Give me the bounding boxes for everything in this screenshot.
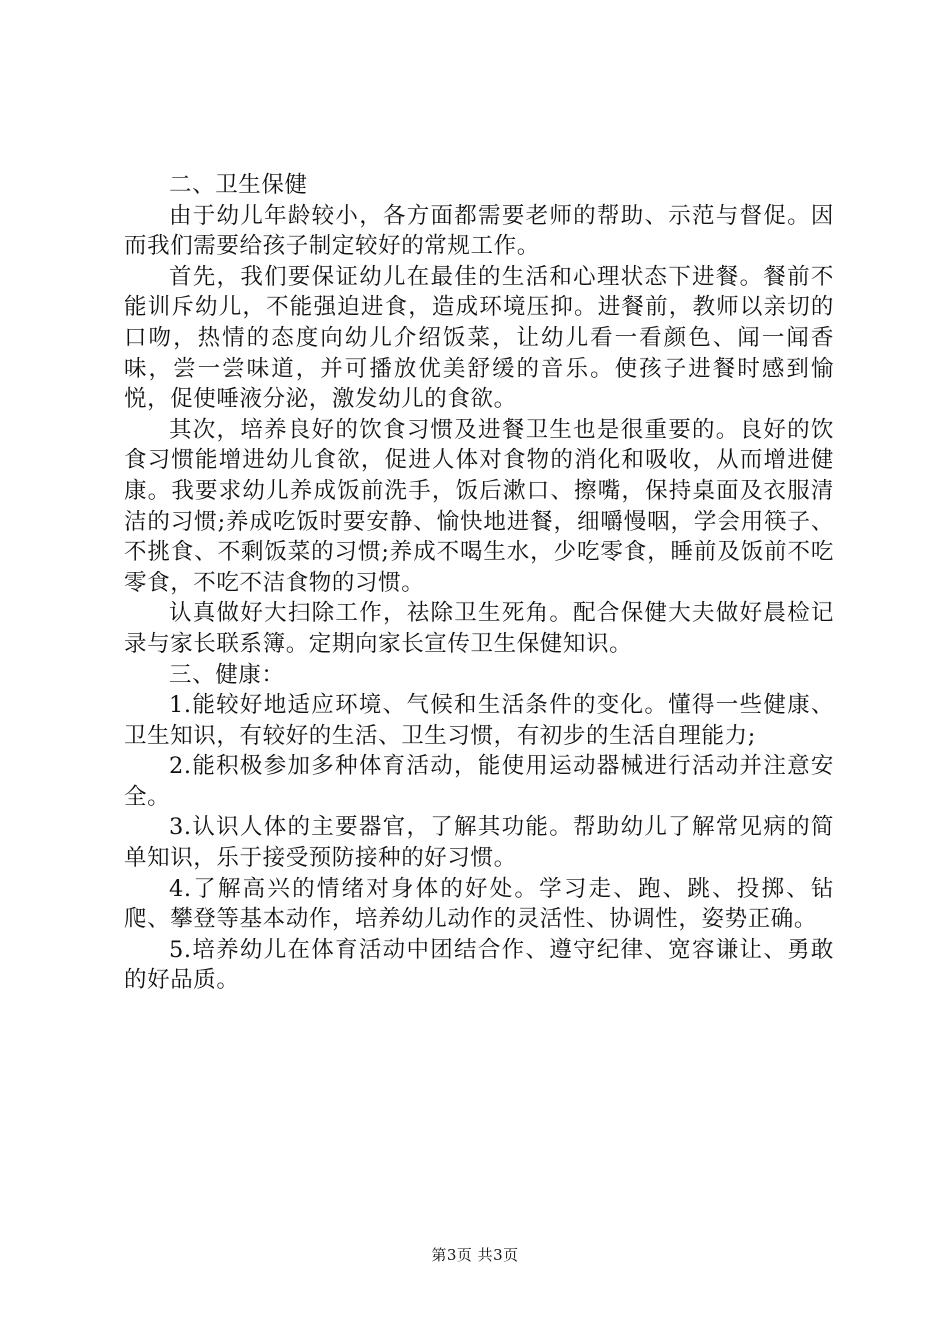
section-heading-health: 三、健康： [169,661,285,688]
list-item: 5.培养幼儿在体育活动中团结合作、遵守纪律、宽容谦让、勇敢的好品质。 [124,936,834,994]
section-heading-hygiene: 二、卫生保健 [169,172,308,198]
document-body [124,170,834,996]
paragraph: 由于幼儿年龄较小，各方面都需要老师的帮助、示范与督促。因而我们需要给孩子制定较好的常规工作。 [124,202,834,260]
list-item: 3.认识人体的主要器官，了解其功能。帮助幼儿了解常见病的简单知识，乐于接受预防接种的好习惯。 [124,814,834,872]
page-footer: 第3页 共3页 [431,1246,519,1264]
paragraph: 认真做好大扫除工作，祛除卫生死角。配合保健大夫做好晨检记录与家长联系簿。定期向家长宣传卫生保健知识。 [124,600,834,657]
list-item: 2.能积极参加多种体育活动，能使用运动器械进行活动并注意安全。 [124,753,834,810]
list-item: 4.了解高兴的情绪对身体的好处。学习走、跑、跳、投掷、钻爬、攀登等基本动作，培养幼儿动作的灵活性、协调性，姿势正确。 [124,875,834,933]
list-item: 1.能较好地适应环境、气候和生活条件的变化。懂得一些健康、卫生知识，有较好的生活、卫生习惯，有初步的生活自理能力; [124,692,834,749]
paragraph: 首先，我们要保证幼儿在最佳的生活和心理状态下进餐。餐前不能训斥幼儿，不能强迫进食，造成环境压抑。进餐前，教师以亲切的口吻，热情的态度向幼儿介绍饭菜，让幼儿看一看颜色、闻一闻香味，尝一尝味道，并可播放优美舒缓的音乐。使孩子进餐时感到愉悦，促使唾液分泌，激发幼儿的食欲。 [124,263,834,413]
paragraph: 其次，培养良好的饮食习惯及进餐卫生也是很重要的。良好的饮食习惯能增进幼儿食欲，促进人体对食物的消化和吸收，从而增进健康。我要求幼儿养成饭前洗手，饭后漱口、擦嘴，保持桌面及衣服清洁的习惯;养成吃饭时要安静、愉快地进餐，细嚼慢咽，学会用筷子、不挑食、不剩饭菜的习惯;养成不喝生水，少吃零食，睡前及饭前不吃零食，不吃不洁食物的习惯。 [124,416,834,596]
